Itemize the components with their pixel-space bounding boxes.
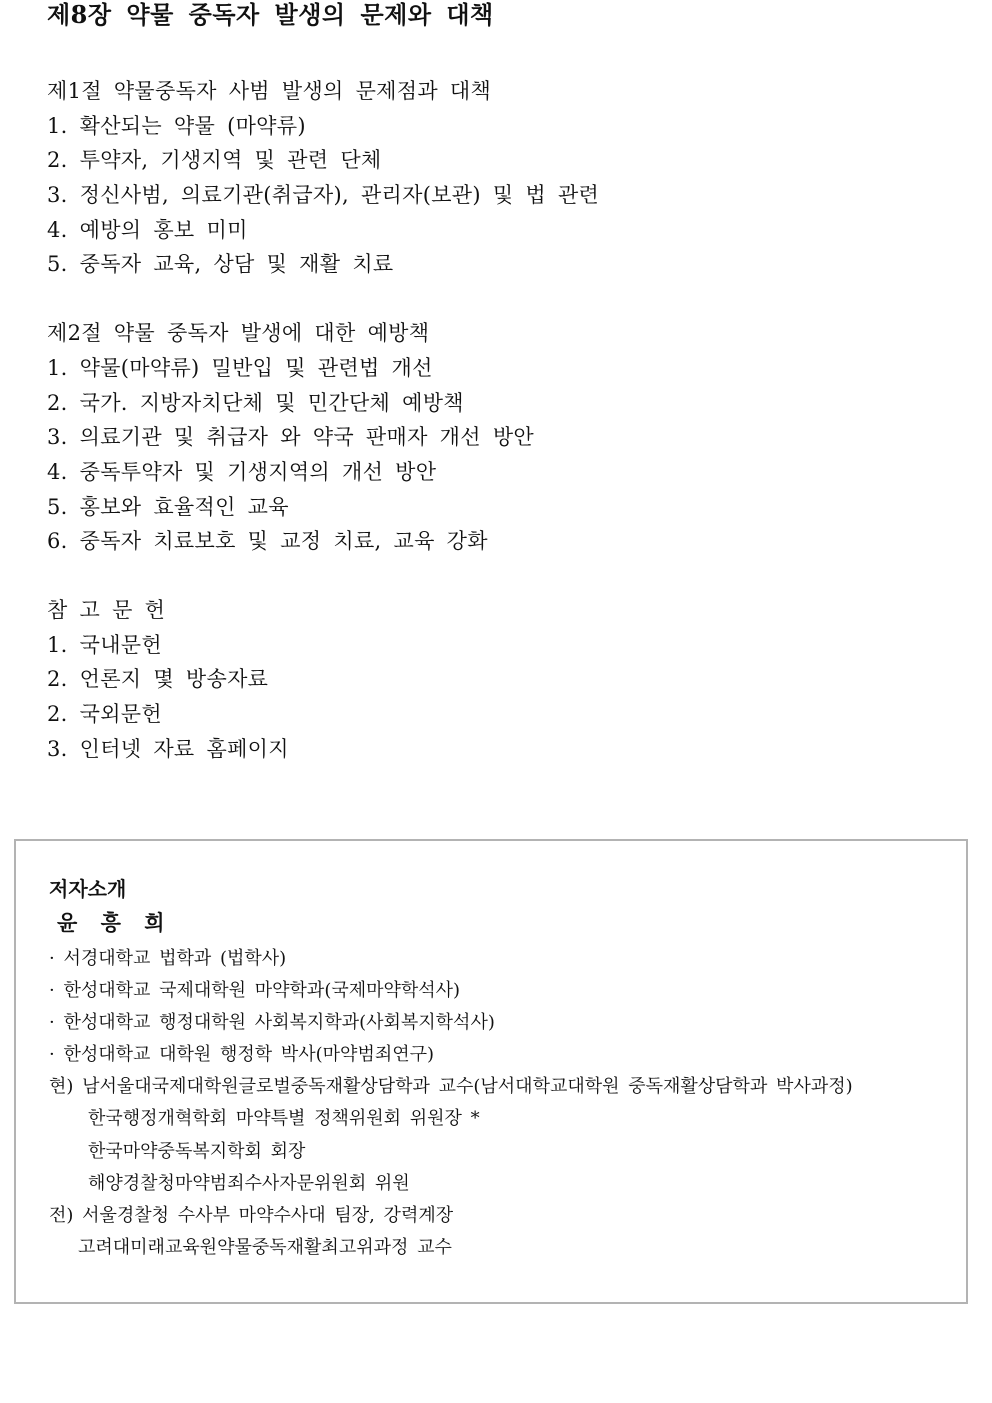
toc-item: 3. 정신사범, 의료기관(취급자), 관리자(보관) 및 법 관련 [47, 183, 600, 208]
current-position: 해양경찰청마약범죄수사자문위원회 위원 [88, 1172, 410, 1194]
chapter-title: 제8장 약물 중독자 발생의 문제와 대책 [47, 0, 494, 29]
author-box [14, 839, 968, 1304]
toc-item: 5. 홍보와 효율적인 교육 [47, 494, 289, 519]
toc-item: 1. 확산되는 약물 (마약류) [47, 113, 306, 138]
current-position: 한국마약중독복지학회 회장 [88, 1140, 306, 1162]
toc-section-2 [47, 316, 947, 559]
education-item: · 한성대학교 행정대학원 사회복지학과(사회복지학석사) [49, 1012, 495, 1034]
education-item: · 한성대학교 대학원 행정학 박사(마약범죄연구) [49, 1044, 435, 1066]
toc-item: 2. 언론지 몇 방송자료 [47, 667, 269, 692]
toc-item: 1. 약물(마약류) 밀반입 및 관련법 개선 [47, 355, 433, 380]
toc-references [47, 593, 947, 766]
table-of-contents [47, 74, 947, 800]
former-position: 고려대미래교육원약물중독재활최고위과정 교수 [78, 1236, 452, 1258]
toc-item: 1. 국내문헌 [47, 632, 162, 657]
toc-item: 4. 예방의 홍보 미미 [47, 217, 248, 242]
author-name: 윤 흥 희 [57, 910, 173, 935]
author-heading: 저자소개 [49, 877, 127, 901]
current-position: 한국행정개혁학회 마약특별 정책위원회 위원장 * [88, 1108, 480, 1130]
toc-item: 5. 중독자 교육, 상담 및 재활 치료 [47, 252, 394, 277]
education-item: · 서경대학교 법학과 (법학사) [49, 948, 287, 969]
former-position: 전) 서울경찰청 수사부 마약수사대 팀장, 강력계장 [49, 1204, 454, 1226]
toc-item: 4. 중독투약자 및 기생지역의 개선 방안 [47, 459, 437, 484]
section-heading: 제2절 약물 중독자 발생에 대한 예방책 [47, 321, 430, 346]
toc-item: 2. 국가. 지방자치단체 및 민간단체 예방책 [47, 390, 464, 415]
toc-item: 2. 국외문헌 [47, 702, 162, 726]
toc-section-1 [47, 74, 947, 282]
current-position: 현) 남서울대국제대학원글로벌중독재활상담학과 교수(남서대학교대학원 중독재활상담학과 박사과정) [49, 1076, 853, 1098]
section-heading: 제1절 약물중독자 사범 발생의 문제점과 대책 [47, 79, 492, 103]
education-item: · 한성대학교 국제대학원 마약학과(국제마약학석사) [49, 980, 461, 1002]
references-heading: 참 고 문 헌 [47, 597, 166, 622]
toc-item: 6. 중독자 치료보호 및 교정 치료, 교육 강화 [47, 529, 488, 554]
toc-item: 3. 의료기관 및 취급자 와 약국 판매자 개선 방안 [47, 425, 534, 450]
author-credentials [49, 943, 964, 1264]
toc-item: 3. 인터넷 자료 홈페이지 [47, 736, 289, 761]
toc-item: 2. 투약자, 기생지역 및 관련 단체 [47, 148, 382, 173]
